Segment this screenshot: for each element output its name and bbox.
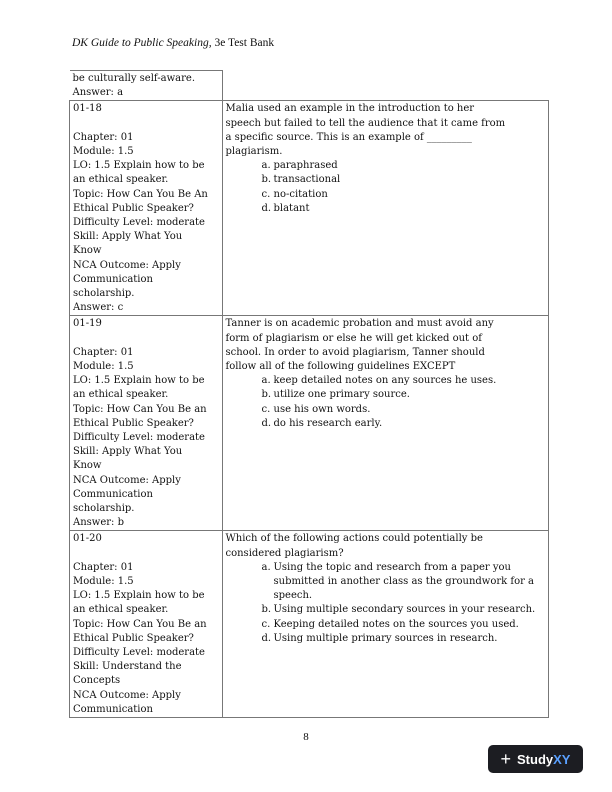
answer-options	[226, 374, 546, 431]
answer-option	[226, 202, 546, 216]
answer-option	[226, 603, 546, 617]
meta-line: scholarship.	[73, 503, 135, 515]
meta-line: Topic: How Can You Be an	[73, 618, 207, 630]
answer-option	[226, 417, 546, 431]
meta-line: LO: 1.5 Explain how to be	[73, 590, 205, 602]
meta-line: Chapter: 01	[73, 561, 134, 573]
option-text: paraphrased	[273, 160, 338, 172]
meta-line: Concepts	[73, 675, 121, 687]
option-letter: d.	[261, 202, 272, 214]
meta-line: Topic: How Can You Be An	[73, 188, 208, 200]
question-cell	[222, 101, 549, 316]
test-bank-table	[69, 70, 549, 718]
meta-line: LO: 1.5 Explain how to be	[73, 375, 205, 387]
meta-line: Module: 1.5	[73, 576, 134, 588]
stem-line: Tanner is on academic probation and must avoid any	[225, 318, 494, 330]
answer-option	[226, 388, 546, 402]
meta-line: Topic: How Can You Be an	[73, 403, 207, 415]
stem-line: Malia used an example in the introduction to her	[225, 103, 475, 115]
option-text: use his own words.	[273, 403, 371, 415]
meta-line: Skill: Understand the	[73, 661, 182, 673]
meta-cell	[70, 531, 223, 718]
stem-line: Which of the following actions could potentially be	[225, 533, 483, 545]
meta-line: Ethical Public Speaker?	[73, 417, 194, 429]
option-text: utilize one primary source.	[273, 389, 410, 401]
option-letter: a.	[261, 561, 271, 573]
stem-line: a specific source. This is an example of _________	[225, 131, 472, 143]
question-stem	[226, 317, 546, 374]
option-letter: d.	[261, 632, 272, 644]
meta-line: scholarship.	[73, 288, 135, 300]
question-cell	[222, 316, 549, 531]
meta-line: Difficulty Level: moderate	[73, 217, 205, 229]
meta-line: Module: 1.5	[73, 146, 134, 157]
meta-line: Ethical Public Speaker?	[73, 632, 194, 644]
answer-line: Answer: a	[72, 87, 124, 99]
stem-line: speech but failed to tell the audience that it came from	[225, 117, 506, 129]
book-title: DK Guide to Public Speaking,	[72, 37, 212, 49]
text-line: be culturally self-aware.	[72, 73, 195, 84]
table-row	[70, 531, 549, 718]
meta-line: Chapter: 01	[73, 346, 134, 358]
option-letter: b.	[261, 604, 272, 616]
meta-line: Skill: Apply What You	[73, 231, 183, 243]
brand-study: Study	[517, 751, 554, 767]
meta-line: Chapter: 01	[73, 131, 134, 143]
answer-option	[226, 561, 546, 604]
option-text: Using the topic and research from a paper you submitted in another class as the groundwork for a speech.	[273, 561, 535, 602]
stem-line: considered plagiarism?	[225, 547, 344, 559]
question-cell	[222, 531, 549, 718]
option-text: do his research early.	[273, 417, 383, 429]
meta-line: Know	[73, 245, 102, 257]
meta-line: NCA Outcome: Apply	[73, 474, 181, 486]
answer-option	[226, 403, 546, 417]
answer-options	[226, 561, 546, 646]
brand-xy: XY	[553, 751, 571, 767]
option-text: no-citation	[273, 188, 328, 200]
answer-options	[226, 159, 546, 216]
meta-line: Answer: b	[73, 517, 125, 529]
meta-line: LO: 1.5 Explain how to be	[73, 160, 205, 172]
meta-line: an ethical speaker.	[73, 174, 169, 186]
option-letter: c.	[261, 403, 271, 415]
option-text: keep detailed notes on any sources he uses.	[273, 375, 497, 387]
question-stem	[226, 532, 546, 560]
meta-line: an ethical speaker.	[73, 389, 169, 401]
question-id: 01-18	[73, 103, 102, 115]
partial-question-cell	[222, 71, 549, 101]
plus-icon: +	[500, 749, 512, 769]
option-text: Using multiple primary sources in research.	[273, 632, 498, 644]
studyxy-badge[interactable]	[488, 745, 583, 773]
question-id: 01-20	[73, 533, 102, 545]
stem-line: follow all of the following guidelines EXCEPT	[225, 361, 456, 373]
option-text: Keeping detailed notes on the sources you used.	[273, 618, 519, 630]
meta-line: Know	[73, 460, 102, 472]
meta-line: an ethical speaker.	[73, 604, 169, 616]
meta-line: Communication	[73, 273, 153, 285]
meta-line: Answer: c	[73, 302, 124, 314]
meta-line: Difficulty Level: moderate	[73, 432, 205, 444]
meta-line: Module: 1.5	[73, 361, 134, 373]
meta-line: Skill: Apply What You	[73, 446, 183, 458]
table-row	[70, 71, 549, 101]
meta-cell	[70, 101, 223, 316]
option-text: blatant	[273, 202, 310, 214]
option-letter: a.	[261, 375, 271, 387]
answer-option	[226, 173, 546, 187]
meta-line: NCA Outcome: Apply	[73, 689, 181, 701]
option-letter: d.	[261, 417, 272, 429]
answer-option	[226, 374, 546, 388]
running-header	[72, 37, 274, 49]
answer-option	[226, 159, 546, 173]
stem-line: school. In order to avoid plagiarism, Tanner should	[225, 346, 485, 358]
meta-lines	[73, 131, 219, 316]
page-number: 8	[303, 731, 309, 743]
meta-line: Communication	[73, 703, 153, 715]
meta-line: Ethical Public Speaker?	[73, 202, 194, 214]
edition-label: 3e Test Bank	[211, 37, 275, 49]
answer-option	[226, 618, 546, 632]
meta-lines	[73, 346, 219, 531]
meta-lines	[73, 561, 219, 717]
table-row	[70, 316, 549, 531]
option-letter: a.	[261, 160, 271, 172]
question-stem	[226, 102, 546, 159]
meta-line: NCA Outcome: Apply	[73, 259, 181, 271]
answer-option	[226, 632, 546, 646]
option-letter: c.	[261, 188, 271, 200]
option-letter: b.	[261, 389, 272, 401]
option-text: Using multiple secondary sources in your research.	[273, 604, 536, 616]
question-id: 01-19	[73, 318, 102, 330]
meta-line: Difficulty Level: moderate	[73, 647, 205, 659]
partial-meta-cell	[70, 71, 223, 101]
table-row	[70, 101, 549, 316]
stem-line: form of plagiarism or else he will get kicked out of	[225, 332, 482, 344]
answer-option	[226, 188, 546, 202]
meta-line: Communication	[73, 488, 153, 500]
option-letter: c.	[261, 618, 271, 630]
option-letter: b.	[261, 174, 272, 186]
meta-cell	[70, 316, 223, 531]
option-text: transactional	[273, 174, 341, 186]
stem-line: plagiarism.	[225, 146, 283, 158]
